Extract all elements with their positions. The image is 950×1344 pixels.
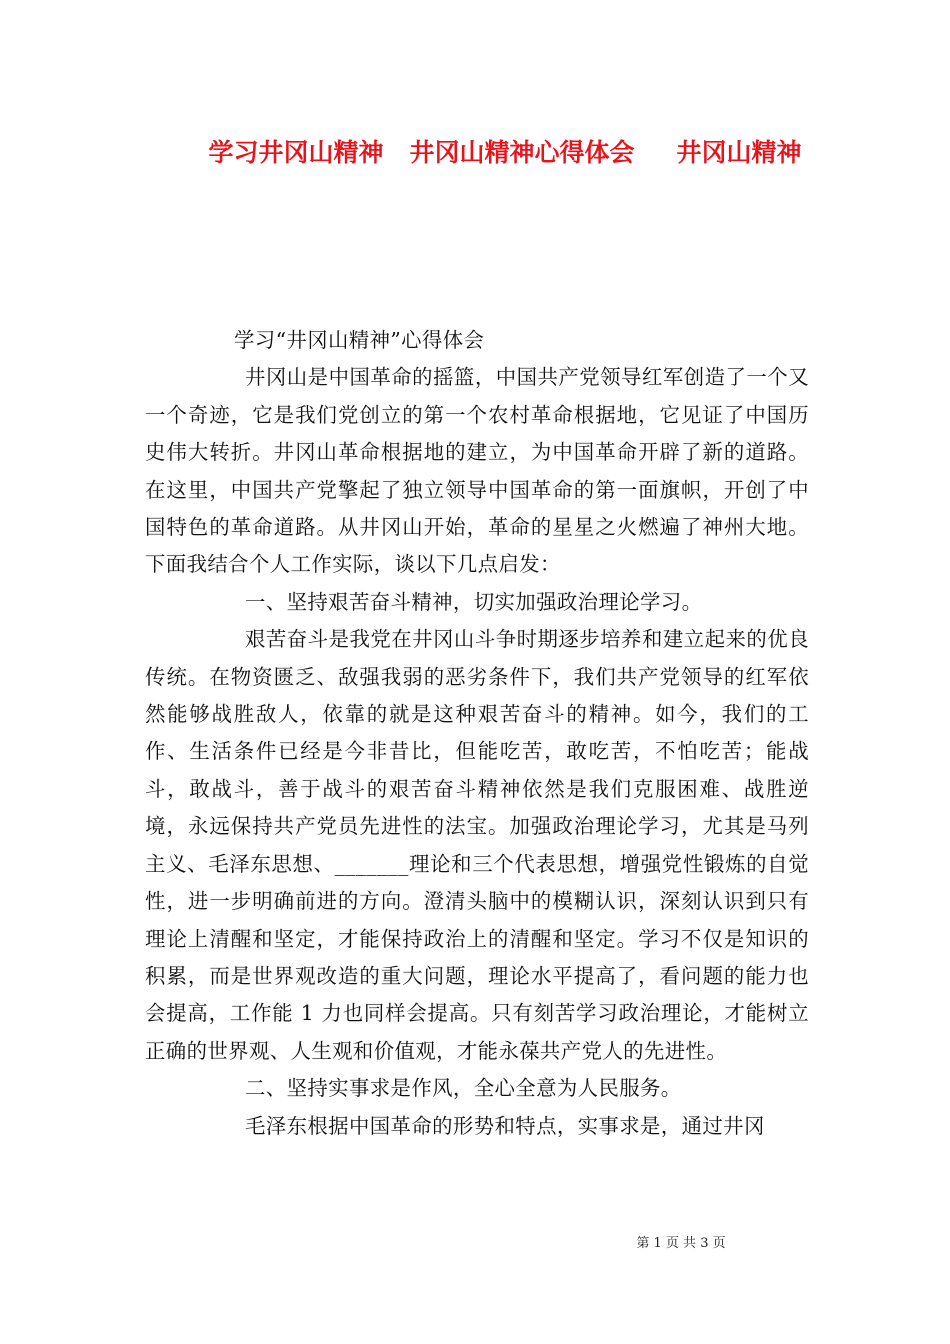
- document-title: [0, 133, 950, 169]
- page-footer: 第 1 页 共 3 页: [636, 1236, 726, 1251]
- title-part-2: 井冈山精神心得体会: [409, 138, 635, 167]
- article-subtitle: 学习“井冈山精神”心得体会: [234, 328, 485, 352]
- paragraph-section-2: 毛泽东根据中国革命的形势和特点，实事求是，通过井冈: [245, 1113, 765, 1138]
- paragraph-intro: 井冈山是中国革命的摇篮，中国共产党领导红军创造了一个又一个奇迹，它是我们党创立的第一个农村革命根据地，它见证了中国历史伟大转折。井冈山革命根据地的建立，为中国革命开辟了新的道路。在这里，中国共产党擎起了独立领导中国革命的第一面旗帜，开创了中国特色的革命道路。从井冈山开始，革命的星星之火燃遍了神州大地。下面我结合个人工作实际，谈以下几点启发：: [145, 365, 809, 577]
- document-body: [145, 322, 809, 1145]
- section-heading-2: 二、坚持实事求是作风，全心全意为人民服务。: [245, 1076, 682, 1101]
- title-part-3: 井冈山精神: [676, 138, 802, 167]
- title-part-1: 学习井冈山精神: [208, 138, 384, 167]
- section-heading-1: 一、坚持艰苦奋斗精神，切实加强政治理论学习。: [245, 589, 703, 614]
- paragraph-section-1: 艰苦奋斗是我党在井冈山斗争时期逐步培养和建立起来的优良传统。在物资匮乏、敌强我弱的恶劣条件下，我们共产党领导的红军依然能够战胜敌人，依靠的就是这种艰苦奋斗的精神。如今，我们的工作、生活条件已经是今非昔比，但能吃苦，敢吃苦，不怕吃苦；能战斗，敢战斗，善于战斗的艰苦奋斗精神依然是我们克服困难、战胜逆境，永远保持共产党员先进性的法宝。加强政治理论学习，尤其是马列主义、毛泽东思想、_______理论和三个代表思想，增强党性锻炼的自觉性，进一步明确前进的方向。澄清头脑中的模糊认识，深刻认识到只有理论上清醒和坚定，才能保持政治上的清醒和坚定。学习不仅是知识的积累，而是世界观改造的重大问题，理论水平提高了，看问题的能力也会提高，工作能 1 力也同样会提高。只有刻苦学习政治理论，才能树立正确的世界观、人生观和价值观，才能永葆共产党人的先进性。: [145, 627, 809, 1063]
